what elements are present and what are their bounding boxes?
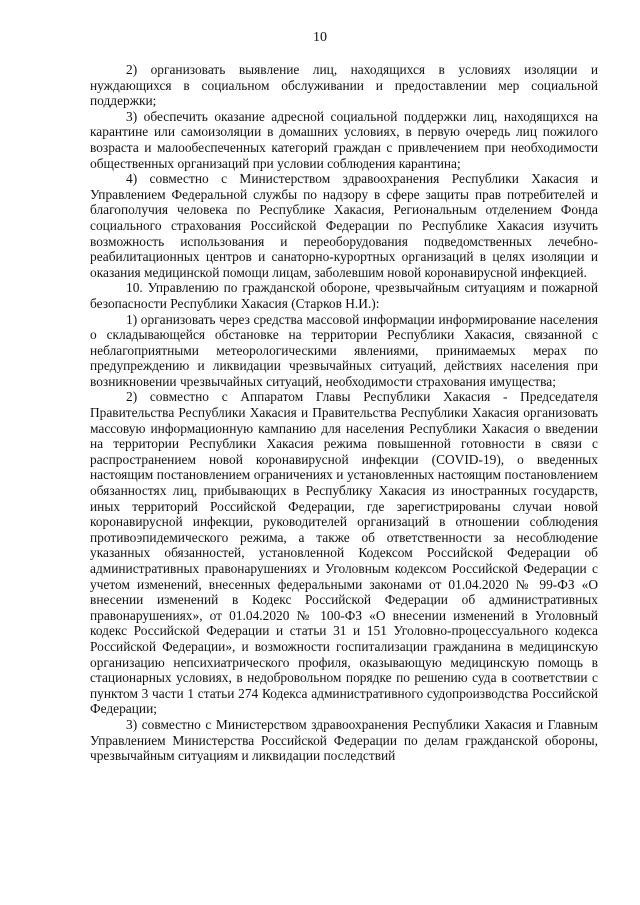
paragraph-10-heading: 10. Управлению по гражданской обороне, чрезвычайным ситуациям и пожарной безопасности Республики Хакасия (Старков Н.И.): [90, 280, 598, 311]
page-number: 10 [313, 30, 327, 45]
paragraph-10-1: 1) организовать через средства массовой информации информирование населения о складывающейся обстановке на территории Республики Хакасия, связанной с неблагоприятными метеорологическими явлениями, принимаемых мерах по предупреждению и ликвидации чрезвычайных ситуаций, действиях населения при возникновении чрезвычайных ситуаций, необходимости страхования имущества; [90, 311, 598, 389]
paragraph-10-3: 3) совместно с Министерством здравоохранения Республики Хакасия и Главным Управлением Министерства Российской Федерации по делам гражданской обороны, чрезвычайным ситуациям и ликвидации последствий [90, 716, 598, 764]
paragraph-9-4: 4) совместно с Министерством здравоохранения Республики Хакасия и Управлением Федеральной службы по надзору в сфере защиты прав потребителей и благополучия человека по Республике Хакасия, Региональным отделением Фонда социального страхования Российской Федерации по Республике Хакасия изучить возможность использования и переоборудования подведомственных лечебно-реабилитационных центров и санаторно-курортных организаций в целях изоляции и оказания медицинской помощи лицам, заболевшим новой коронавирусной инфекцией. [90, 171, 598, 280]
document-body [90, 62, 598, 764]
paragraph-9-3: 3) обеспечить оказание адресной социальной поддержки лиц, находящихся на карантине или самоизоляции в домашних условиях, в первую очередь лиц пожилого возраста и малообеспеченных категорий граждан с привлечением при необходимости общественных организаций при условии соблюдения карантина; [90, 108, 598, 171]
paragraph-10-2: 2) совместно с Аппаратом Главы Республики Хакасия - Председателя Правительства Республики Хакасия и Правительства Республики Хакасия организовать массовую информационную кампанию для населения Республики Хакасия о введении на территории Республики Хакасия режима повышенной готовности в связи с распространением новой коронавирусной инфекции (COVID-19), о введенных настоящим постановлением ограничениях и установленных настоящим постановлением обязанностях лиц, прибывающих в Республику Хакасия из иностранных государств, иных территорий Российской Федерации, где зарегистрированы случаи новой коронавирусной инфекции, руководителей организаций в отношении соблюдения противоэпидемического режима, а также об ответственности за несоблюдение указанных обязанностей, установленной Кодексом Российской Федерации об административных правонарушениях и Уголовным кодексом Российской Федерации с учетом изменений, внесенных федеральными законами от 01.04.2020 № 99-ФЗ «О внесении изменений в Кодекс Российской Федерации об административных правонарушениях», от 01.04.2020 № 100-ФЗ «О внесении изменений в Уголовный кодекс Российской Федерации и статьи 31 и 151 Уголовно-процессуального кодекса Российской Федерации», и возможности госпитализации гражданина в медицинскую организацию непсихиатрического профиля, оказывающую медицинскую помощь в стационарных условиях, в недобровольном порядке по решению суда в соответствии с пунктом 3 части 1 статьи 274 Кодекса административного судопроизводства Российской Федерации; [90, 389, 598, 717]
paragraph-9-2: 2) организовать выявление лиц, находящихся в условиях изоляции и нуждающихся в социальном обслуживании и предоставлении мер социальной поддержки; [90, 62, 598, 109]
